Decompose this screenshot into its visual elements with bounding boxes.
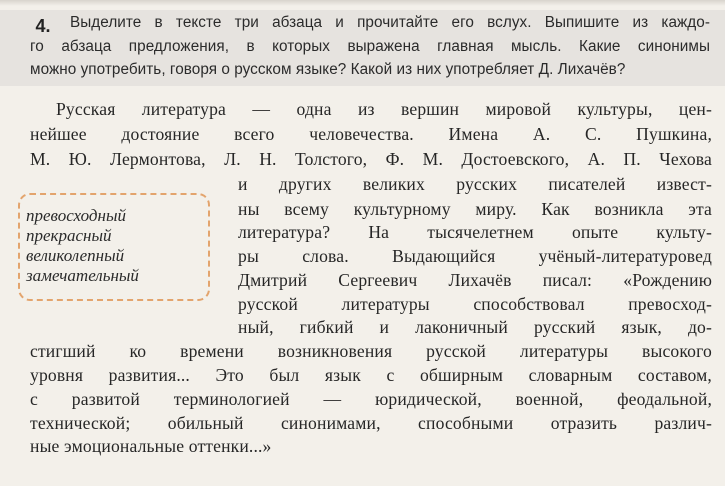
paragraph-line-8: Дмитрий Сергеевич Лихачёв писал: «Рождению: [238, 270, 712, 290]
paragraph-line-5: ны всему культурному миру. Как возникла эта: [238, 199, 712, 219]
task-line-3: можно употребить, говоря о русском языке? Какой из них употребляет Д. Лихачёв?: [30, 61, 626, 78]
page-top-edge: [0, 0, 725, 6]
paragraph-line-14: технической; обильный синонимами, способными отразить различ-: [30, 413, 712, 433]
task-line-2: го абзаца предложения, в которых выражена главная мысль. Какие синонимы: [30, 38, 710, 55]
paragraph-line-3: М. Ю. Лермонтова, Л. Н. Толстого, Ф. М. Достоевского, А. П. Чехова: [30, 149, 712, 169]
paragraph-line-15: ные эмоциональные оттенки...»: [30, 436, 272, 456]
paragraph-line-7: ры слова. Выдающийся учёный-литературовед: [238, 246, 712, 266]
paragraph-line-1: Русская литература — одна из вершин мировой культуры, цен-: [56, 99, 712, 119]
task-number: 4.: [35, 16, 51, 36]
task-block: [0, 10, 725, 86]
paragraph-line-10: ный, гибкий и лаконичный русский язык, до-: [238, 317, 712, 337]
task-line-1: Выделите в тексте три абзаца и прочитайте его вслух. Выпишите из каждо-: [70, 14, 710, 31]
paragraph-line-2: нейшее достояние всего человечества. Имена А. С. Пушкина,: [30, 124, 712, 144]
paragraph-line-13: с развитой терминологией — юридической, военной, феодальной,: [30, 389, 712, 409]
show-through-text: [0, 462, 725, 480]
synonym-2: прекрасный: [26, 226, 112, 245]
paragraph-line-6: литература? На тысячелетнем опыте культу-: [238, 222, 712, 242]
paragraph-line-4: и других великих русских писателей извест-: [238, 174, 712, 194]
paragraph-line-12: уровня развития... Это был язык с обширным словарным составом,: [30, 365, 712, 385]
synonym-4: замечательный: [26, 266, 139, 285]
paragraph-line-9: русской литературы способствовал превосход-: [238, 294, 712, 314]
paragraph-line-11: стигший ко времени возникновения русской литературы высокого: [30, 341, 712, 361]
synonym-1: превосходный: [26, 206, 126, 225]
synonym-3: великолепный: [26, 246, 125, 265]
